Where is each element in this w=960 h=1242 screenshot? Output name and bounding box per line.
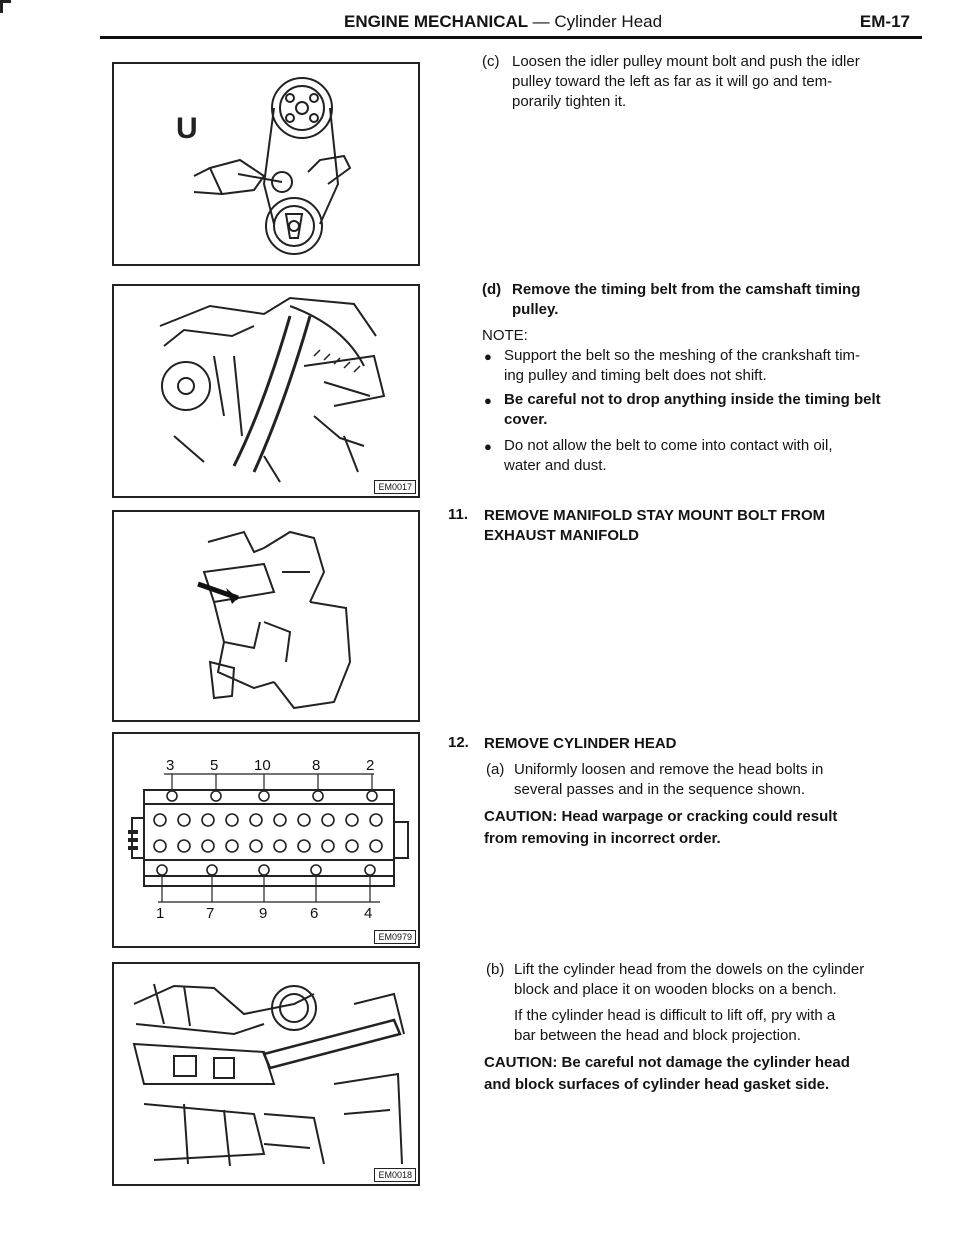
page-number: EM-17 <box>859 12 910 31</box>
bolt-number-top-5: 2 <box>366 757 375 774</box>
figure-code: EM0018 <box>374 1168 416 1182</box>
note-1-line-2: ing pulley and timing belt does not shift. <box>504 367 767 384</box>
header-title <box>344 12 662 32</box>
header-section: ENGINE MECHANICAL <box>344 12 528 31</box>
cylinder-head-lift-illustration <box>114 964 418 1184</box>
step-b-caution <box>484 1052 932 1096</box>
page-corner-mark <box>0 0 11 13</box>
bolt-number-bottom-1: 1 <box>156 905 165 922</box>
step-c-line-3: porarily tighten it. <box>512 93 627 110</box>
bolt-number-bottom-5: 4 <box>364 905 373 922</box>
header-rule <box>100 36 922 39</box>
page-header <box>108 12 918 36</box>
step-11-title <box>484 506 924 546</box>
step-b-line-1: Lift the cylinder head from the dowels on the cylinder <box>514 961 865 978</box>
note-1 <box>504 346 932 386</box>
bolt-number-top-4: 8 <box>312 757 321 774</box>
step-11-number: 11. <box>448 506 469 523</box>
bullet-icon: ● <box>484 439 492 454</box>
manifold-stay-illustration <box>114 512 418 720</box>
step-c-text <box>512 52 932 112</box>
bullet-icon: ● <box>484 349 492 364</box>
step-b-label: (b) <box>486 961 505 978</box>
header-subsection: — Cylinder Head <box>532 12 663 31</box>
step-12-a-text <box>514 760 934 800</box>
timing-belt-removal-illustration <box>114 286 418 496</box>
step-b-caution-line-2: and block surfaces of cylinder head gasket side. <box>484 1076 830 1093</box>
step-d-line-1: Remove the timing belt from the camshaft timing <box>512 281 861 298</box>
step-b-extra-line-1: If the cylinder head is difficult to lift off, pry with a <box>514 1007 836 1024</box>
note-2-line-1: Be careful not to drop anything inside the timing belt <box>504 391 881 408</box>
bolt-number-bottom-3: 9 <box>259 905 268 922</box>
note-3-line-1: Do not allow the belt to come into contact with oil, <box>504 437 833 454</box>
bolt-number-bottom-4: 6 <box>310 905 319 922</box>
figure-manifold-stay <box>112 510 420 722</box>
figure-code: EM0017 <box>374 480 416 494</box>
cylinder-head-bolt-sequence-diagram <box>114 734 418 946</box>
step-12-number: 12. <box>448 734 469 751</box>
note-2-line-2: cover. <box>504 411 548 428</box>
step-12-a-line-2: several passes and in the sequence shown. <box>514 781 806 798</box>
step-d-text <box>512 280 932 320</box>
figure-lift-cylinder-head <box>112 962 420 1186</box>
step-b-extra <box>514 1006 934 1046</box>
step-11-line-1: REMOVE MANIFOLD STAY MOUNT BOLT FROM <box>484 507 826 524</box>
step-12-caution-line-1: CAUTION: Head warpage or cracking could result <box>484 808 838 825</box>
step-12-a-label: (a) <box>486 761 505 778</box>
figure-bolt-sequence <box>112 732 420 948</box>
step-c-line-2: pulley toward the left as far as it will go and tem- <box>512 73 833 90</box>
step-b-line-2: block and place it on wooden blocks on a bench. <box>514 981 837 998</box>
note-1-line-1: Support the belt so the meshing of the crankshaft tim- <box>504 347 861 364</box>
step-c-label: (c) <box>482 53 500 70</box>
bolt-number-bottom-2: 7 <box>206 905 215 922</box>
bolt-number-top-1: 3 <box>166 757 175 774</box>
step-c-line-1: Loosen the idler pulley mount bolt and push the idler <box>512 53 860 70</box>
figure-remove-timing-belt <box>112 284 420 498</box>
step-b-caution-line-1: CAUTION: Be careful not damage the cylinder head <box>484 1054 850 1071</box>
note-3-line-2: water and dust. <box>504 457 607 474</box>
note-2 <box>504 390 932 430</box>
step-b-text <box>514 960 934 1000</box>
step-d-label: (d) <box>482 281 502 298</box>
idler-pulley-illustration <box>114 64 418 264</box>
bolt-number-top-2: 5 <box>210 757 219 774</box>
step-11-line-2: EXHAUST MANIFOLD <box>484 527 639 544</box>
step-d-line-2: pulley. <box>512 301 559 318</box>
bullet-icon: ● <box>484 393 492 408</box>
figure-code: EM0979 <box>374 930 416 944</box>
step-12-caution <box>484 806 932 850</box>
figure-letter: U <box>176 112 198 145</box>
step-12-title: REMOVE CYLINDER HEAD <box>484 735 677 752</box>
note-label: NOTE: <box>482 327 528 344</box>
bolt-number-top-3: 10 <box>254 757 271 774</box>
step-12-a-line-1: Uniformly loosen and remove the head bolts in <box>514 761 824 778</box>
step-12-caution-line-2: from removing in incorrect order. <box>484 830 721 847</box>
step-b-extra-line-2: bar between the head and block projection. <box>514 1027 801 1044</box>
note-3 <box>504 436 932 476</box>
figure-idler-pulley <box>112 62 420 266</box>
